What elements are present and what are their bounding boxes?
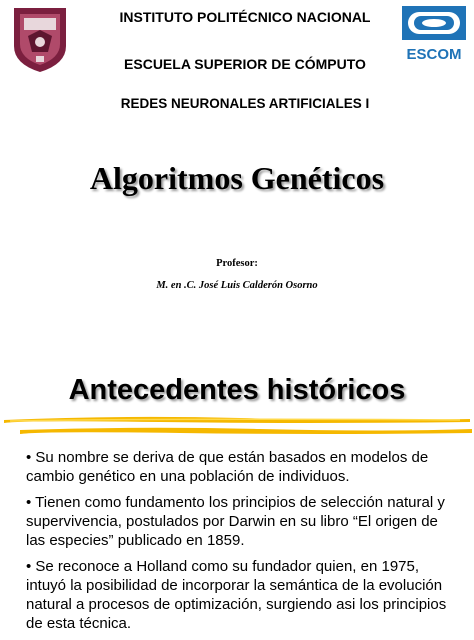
institute-name: INSTITUTO POLITÉCNICO NACIONAL	[119, 9, 371, 25]
escom-logo-text: ESCOM	[406, 46, 462, 63]
slide-title: Antecedentes históricos	[68, 374, 406, 406]
yellow-brush-stroke	[0, 424, 474, 438]
bullet-list	[26, 448, 458, 640]
slide-title: Algoritmos Genéticos	[89, 160, 385, 196]
bullet-item: • Su nombre se deriva de que están basados en modelos de cambio genético en una población de individuos.	[26, 449, 429, 485]
bullet-item: • Tienen como fundamento los principios de selección natural y supervivencia, postulados por Darwin en su libro “El origen de las especies” publicado en 1859.	[26, 494, 445, 549]
escom-logo	[400, 4, 468, 64]
ipn-logo	[10, 2, 70, 74]
content-slide	[0, 358, 474, 632]
professor-name: M. en .C. José Luis Calderón Osorno	[156, 280, 318, 291]
professor-label: Profesor:	[216, 258, 258, 269]
course-name: REDES NEURONALES ARTIFICIALES I	[120, 96, 370, 111]
bullet-item: • Se reconoce a Holland como su fundador quien, en 1975, intuyó la posibilidad de incorporar la semántica de la evolución natural a procesos de optimización, surgiendo asi los principios de esta técnica.	[26, 558, 447, 632]
school-name: ESCUELA SUPERIOR DE CÓMPUTO	[124, 56, 366, 72]
